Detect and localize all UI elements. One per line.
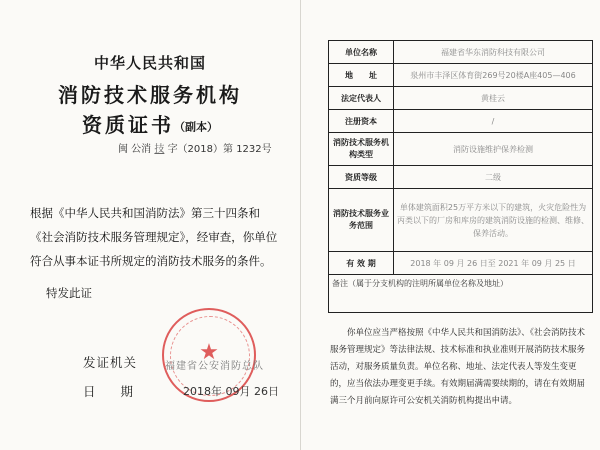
body-line-2: 《社会消防技术服务管理规定》，经审查，你单位 — [30, 230, 278, 244]
issuing-org-label: 发证机关 — [83, 355, 138, 370]
body-line-3: 符合从事本证书所规定的消防技术服务的条件。 — [30, 254, 272, 268]
right-page — [300, 0, 600, 450]
info-table — [328, 40, 593, 313]
cert-number-prefix: 闽 公消 — [118, 144, 152, 155]
grade-value: 二级 — [394, 166, 593, 189]
scope-value: 单体建筑面积25万平方米以下的建筑，火灾危险性为丙类以下的厂房和库房的建筑消防设施的检测、维修、保养活动。 — [394, 189, 593, 252]
table-row — [329, 41, 593, 64]
table-row — [329, 87, 593, 110]
copy-label: （副本） — [174, 120, 218, 134]
certificate-body — [30, 201, 282, 273]
certificate-title-text: 资质证书 — [82, 113, 174, 137]
grade-label: 资质等级 — [329, 166, 394, 189]
issue-statement: 特发此证 — [46, 286, 92, 300]
seal-star-icon: ★ — [199, 340, 219, 365]
address-label: 地 址 — [329, 64, 394, 87]
certificate-number — [118, 140, 272, 155]
cert-number-field: 技 — [154, 144, 165, 155]
certificate-title-line2 — [0, 109, 300, 138]
unit-name-value: 福建省华东消防科技有限公司 — [394, 41, 593, 64]
service-type-label: 消防技术服务机构类型 — [329, 133, 394, 166]
legal-rep-label: 法定代表人 — [329, 87, 394, 110]
legal-rep-value: 黄桂云 — [394, 87, 593, 110]
table-row — [329, 110, 593, 133]
body-line-1: 根据《中华人民共和国消防法》第三十四条和 — [30, 206, 260, 220]
validity-label: 有 效 期 — [329, 252, 394, 275]
table-row — [329, 166, 593, 189]
issue-date-value: 2018年 09月 26日 — [183, 385, 279, 398]
unit-name-label: 单位名称 — [329, 41, 394, 64]
certificate-title-line1: 消防技术服务机构 — [58, 83, 242, 107]
table-row — [329, 275, 593, 313]
address-value: 泉州市丰泽区体育街269号20楼A座405—406 — [394, 64, 593, 87]
table-row — [329, 252, 593, 275]
service-type-value: 消防设施维护保养检测 — [394, 133, 593, 166]
capital-value: / — [394, 110, 593, 133]
cert-number-suffix: 字（2018）第 1232号 — [167, 144, 272, 155]
compliance-notice: 你单位应当严格按照《中华人民共和国消防法》、《社会消防技术服务管理规定》等法律法规、技术标准和执业准则开展消防技术服务活动，对服务质量负责。单位名称、地址、法定代表人等发生变更的，应当依法办理变更手续。有效期届满需要续期的，请在有效期届满三个月前向原许可公安机关消防机构提出申请。 — [330, 328, 586, 406]
scope-label: 消防技术服务业务范围 — [329, 189, 394, 252]
validity-value: 2018 年 09 月 26 日至 2021 年 09 月 25 日 — [394, 252, 593, 275]
table-row — [329, 189, 593, 252]
table-row — [329, 64, 593, 87]
country-heading: 中华人民共和国 — [93, 54, 206, 72]
issue-date-label: 日 期 — [83, 384, 134, 399]
issuing-org-value: 福建省公安消防总队 — [165, 361, 264, 372]
capital-label: 注册资本 — [329, 110, 394, 133]
table-row — [329, 133, 593, 166]
note-label: 备注（属于分支机构的注明所属单位名称及地址） — [329, 275, 593, 313]
